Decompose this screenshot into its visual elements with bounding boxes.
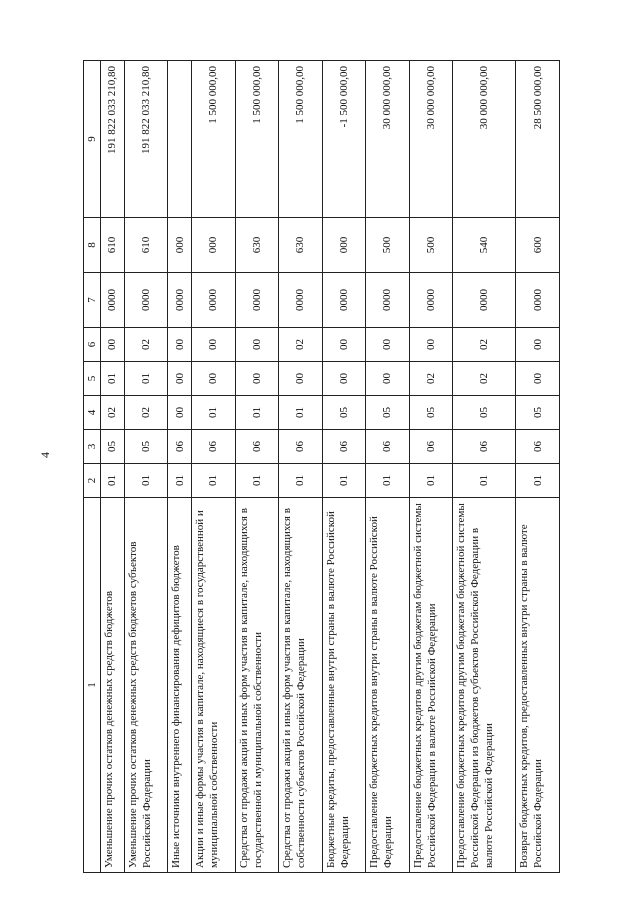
code-cell: 00 [366, 328, 410, 362]
row-description: Бюджетные кредиты, предоставленные внутри страны в валюте Российской Федерации [322, 498, 366, 873]
table-row [101, 61, 125, 873]
code-cell: 610 [101, 218, 125, 273]
code-cell: 0000 [322, 273, 366, 328]
amount-cell: 1 500 000,00 [192, 61, 236, 218]
code-cell: 02 [124, 328, 168, 362]
code-cell: 01 [124, 464, 168, 498]
row-description: Предоставление бюджетных кредитов другим бюджетам бюджетной системы Российской Федерации из бюджетов субъектов Российской Федерации в валюте Российской Федерации [453, 498, 516, 873]
code-cell: 000 [168, 218, 192, 273]
code-cell: 05 [124, 430, 168, 464]
code-cell: 00 [168, 396, 192, 430]
code-cell: 06 [192, 430, 236, 464]
code-cell: 0000 [101, 273, 125, 328]
code-cell: 05 [409, 396, 453, 430]
code-cell: 540 [453, 218, 516, 273]
row-description: Уменьшение прочих остатков денежных средств бюджетов субъектов Российской Федерации [124, 498, 168, 873]
code-cell: 02 [101, 396, 125, 430]
code-cell: 600 [516, 218, 560, 273]
code-cell: 06 [279, 430, 323, 464]
code-cell: 06 [168, 430, 192, 464]
table-row [192, 61, 236, 873]
table-row [322, 61, 366, 873]
table-row [409, 61, 453, 873]
amount-cell: 28 500 000,00 [516, 61, 560, 218]
column-header: 3 [84, 430, 101, 464]
code-cell: 0000 [124, 273, 168, 328]
amount-cell: -1 500 000,00 [322, 61, 366, 218]
code-cell: 00 [409, 328, 453, 362]
code-cell: 0000 [168, 273, 192, 328]
code-cell: 0000 [366, 273, 410, 328]
code-cell: 01 [322, 464, 366, 498]
code-cell: 500 [366, 218, 410, 273]
amount-cell: 30 000 000,00 [409, 61, 453, 218]
row-description: Предоставление бюджетных кредитов внутри страны в валюте Российской Федерации [366, 498, 410, 873]
code-cell: 00 [322, 328, 366, 362]
code-cell: 05 [101, 430, 125, 464]
amount-cell: 1 500 000,00 [235, 61, 279, 218]
table-row [453, 61, 516, 873]
budget-sources-table [83, 60, 560, 873]
code-cell: 01 [409, 464, 453, 498]
amount-cell: 191 822 033 210,80 [101, 61, 125, 218]
code-cell: 01 [235, 464, 279, 498]
code-cell: 000 [192, 218, 236, 273]
code-cell: 01 [101, 362, 125, 396]
code-cell: 0000 [235, 273, 279, 328]
amount-cell [168, 61, 192, 218]
code-cell: 00 [235, 328, 279, 362]
column-header: 5 [84, 362, 101, 396]
code-cell: 02 [453, 328, 516, 362]
table-container [83, 61, 560, 873]
table-row [168, 61, 192, 873]
code-cell: 05 [366, 396, 410, 430]
code-cell: 05 [516, 396, 560, 430]
row-description: Уменьшение прочих остатков денежных средств бюджетов [101, 498, 125, 873]
column-header: 9 [84, 61, 101, 218]
code-cell: 02 [124, 396, 168, 430]
code-cell: 01 [192, 464, 236, 498]
code-cell: 05 [453, 396, 516, 430]
column-header: 2 [84, 464, 101, 498]
column-header: 8 [84, 218, 101, 273]
row-description: Иные источники внутреннего финансирования дефицитов бюджетов [168, 498, 192, 873]
row-description: Средства от продажи акций и иных форм участия в капитале, находящихся в собственности субъектов Российской Федерации [279, 498, 323, 873]
code-cell: 000 [322, 218, 366, 273]
code-cell: 02 [279, 328, 323, 362]
code-cell: 00 [279, 362, 323, 396]
code-cell: 01 [168, 464, 192, 498]
code-cell: 06 [409, 430, 453, 464]
column-header-row [84, 61, 101, 873]
table-row [279, 61, 323, 873]
row-description: Возврат бюджетных кредитов, предоставленных внутри страны в валюте Российской Федерации [516, 498, 560, 873]
code-cell: 01 [453, 464, 516, 498]
amount-cell: 191 822 033 210,80 [124, 61, 168, 218]
column-header: 1 [84, 498, 101, 873]
table-row [235, 61, 279, 873]
code-cell: 500 [409, 218, 453, 273]
table-row [366, 61, 410, 873]
code-cell: 05 [322, 396, 366, 430]
code-cell: 00 [168, 328, 192, 362]
code-cell: 0000 [409, 273, 453, 328]
code-cell: 06 [366, 430, 410, 464]
code-cell: 00 [192, 362, 236, 396]
code-cell: 00 [192, 328, 236, 362]
code-cell: 06 [322, 430, 366, 464]
row-description: Средства от продажи акций и иных форм участия в капитале, находящихся в государственной и муниципальной собственности [235, 498, 279, 873]
code-cell: 01 [366, 464, 410, 498]
row-description: Предоставление бюджетных кредитов другим бюджетам бюджетной системы Российской Федерации в валюте Российской Федерации [409, 498, 453, 873]
code-cell: 0000 [453, 273, 516, 328]
code-cell: 01 [192, 396, 236, 430]
code-cell: 06 [235, 430, 279, 464]
code-cell: 01 [235, 396, 279, 430]
code-cell: 630 [235, 218, 279, 273]
code-cell: 00 [322, 362, 366, 396]
code-cell: 610 [124, 218, 168, 273]
column-header: 4 [84, 396, 101, 430]
page-number: 4 [38, 452, 52, 458]
code-cell: 00 [516, 362, 560, 396]
code-cell: 01 [124, 362, 168, 396]
code-cell: 01 [279, 464, 323, 498]
code-cell: 02 [453, 362, 516, 396]
column-header: 6 [84, 328, 101, 362]
code-cell: 00 [516, 328, 560, 362]
code-cell: 00 [101, 328, 125, 362]
code-cell: 06 [516, 430, 560, 464]
code-cell: 00 [235, 362, 279, 396]
code-cell: 630 [279, 218, 323, 273]
code-cell: 01 [279, 396, 323, 430]
column-header: 7 [84, 273, 101, 328]
amount-cell: 30 000 000,00 [453, 61, 516, 218]
amount-cell: 1 500 000,00 [279, 61, 323, 218]
amount-cell: 30 000 000,00 [366, 61, 410, 218]
code-cell: 0000 [279, 273, 323, 328]
row-description: Акции и иные формы участия в капитале, находящиеся в государственной и муниципальной собственности [192, 498, 236, 873]
code-cell: 06 [453, 430, 516, 464]
code-cell: 02 [409, 362, 453, 396]
code-cell: 00 [366, 362, 410, 396]
table-row [124, 61, 168, 873]
code-cell: 0000 [516, 273, 560, 328]
code-cell: 00 [168, 362, 192, 396]
table-row [516, 61, 560, 873]
code-cell: 01 [516, 464, 560, 498]
code-cell: 0000 [192, 273, 236, 328]
code-cell: 01 [101, 464, 125, 498]
